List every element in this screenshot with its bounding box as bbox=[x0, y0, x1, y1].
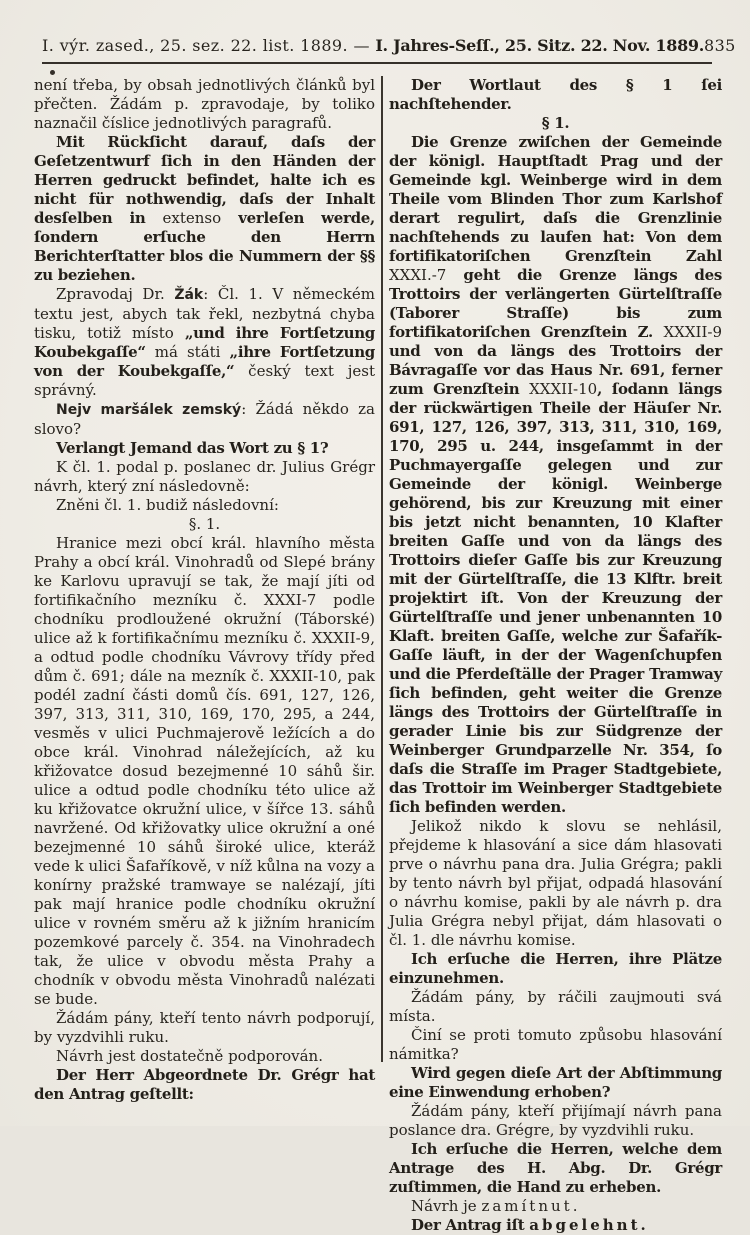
paragraph bbox=[389, 988, 722, 1026]
text-segment: , ſodann längs der rückwärtigen Theile der Häuſer Nr. 691, 127, 126, 397, 313, 311, 310, 169, 170, 295 u. 244, insgeſammt in der Puchmayergaſſe gelegen und zur Gemeinde der königl. Weinberge gehörend, bis zur Kreuzung mit einer bis jetzt nicht benannten, 10 Klafter breiten Gaſſe und von da längs des Trottoirs dieſer Gaſſe bis zur Kreuzung mit der Gürtelſtraſſe, die 13 Klftr. breit projektirt iſt. Von der Kreuzung der Gürtelſtraſſe und jener unbenannten 10 Klaft. breiten Gaſſe, welche zur Šafařík-Gaſſe läuft, in der der Wagenſchupfen und die Pferdeſtälle der Prager Tramway ſich befinden, geht weiter die Grenze längs des Trottoirs der Gürtelſtraſſe in gerader Linie bis zur Südgrenze der Weinberger Grundparzelle Nr. 354, ſo daſs die Straſſe im Prager Stadtgebiete, das Trottoir im Weinberger Stadtgebiete ſich befinden werden. bbox=[389, 380, 723, 816]
text-segment: § 1. bbox=[541, 114, 570, 132]
right-column bbox=[389, 76, 722, 1235]
text-segment: Zněni čl. 1. budiž následovní: bbox=[56, 496, 279, 514]
text-segment: „und ihre Fortſetzung Koubekgaſſe“ bbox=[34, 324, 375, 361]
paragraph bbox=[389, 1140, 722, 1197]
paragraph bbox=[389, 1216, 722, 1235]
text-segment: Jelikož nikdo k slovu se nehlásil, přejdeme k hlasování a sice dám hlasovati prve o návrhu pana dra. Julia Grégra; pakli by tento návrh byl přijat, odpadá hlasování o návrhu komise, pakli by ale návrh p. dra Julia Grégra nebyl přijat, dám hlasovati o čl. 1. dle návrhu komise. bbox=[389, 817, 722, 949]
running-title bbox=[42, 36, 704, 55]
page-header bbox=[42, 36, 736, 55]
text-segment: und von da längs des Trottoirs der Bávragaſſe vor das Haus Nr. 691, ferner zum Grenzſtein bbox=[389, 342, 722, 398]
paragraph bbox=[34, 458, 375, 496]
text-segment: XXXI.-7 bbox=[389, 266, 447, 284]
text-segment: Der Wortlaut des § 1 ſei nachſtehender. bbox=[389, 76, 722, 113]
text-segment: Ich erſuche die Herren, welche dem Antrage des H. Abg. Dr. Grégr zuſtimmen, die Hand zu erheben. bbox=[389, 1140, 722, 1196]
paragraph bbox=[389, 817, 722, 950]
text-segment: má státi bbox=[145, 343, 230, 361]
paragraph bbox=[34, 1009, 375, 1047]
text-segment: Žádám pány, kteří přijímají návrh pana poslance dra. Grégre, by vyzdvihli ruku. bbox=[389, 1102, 722, 1139]
text-segment: Der Antrag iſt bbox=[411, 1216, 530, 1234]
text-segment: XXXII-10 bbox=[529, 380, 598, 398]
text-segment: zamítnut bbox=[481, 1197, 573, 1215]
text-segment: Der Herr Abgeordnete Dr. Grégr hat den Antrag geſtellt: bbox=[34, 1066, 375, 1103]
text-segment: český text jest správný. bbox=[34, 362, 375, 399]
paragraph bbox=[34, 439, 375, 458]
paragraph bbox=[34, 400, 375, 439]
paragraph bbox=[389, 1102, 722, 1140]
header-rule bbox=[42, 62, 712, 64]
text-segment: extenso bbox=[162, 209, 222, 227]
text-segment: . bbox=[572, 1197, 578, 1215]
paragraph bbox=[34, 133, 375, 285]
column-divider bbox=[381, 76, 383, 1062]
paragraph bbox=[389, 1197, 722, 1216]
text-segment: Hranice mezi obcí král. hlavního města Prahy a obcí král. Vinohradů od Slepé brány ke Karlovu upravují se tak, že mají jíti od fortifikačního mezníku č. XXXI-7 podle chodníku prodloužené okružní (Táborské) ulice až k fortifikačnímu mezníku č. XXXII-9, a odtud podle chodníku Vávrovy třídy před dům č. 691; dále na mezník č. XXXII-10, pak podél zadní části domů čís. 691, 127, 126, 397, 313, 311, 310, 169, 170, 295, a 244, vesměs v ulici Puchmajerově ležících a do obce král. Vinohrad náležejících, až ku křižovatce dosud bezejmenné 10 sáhů šir. ulice a odtud podle chodníku této ulice až ku křižovatce okružní ulice, v šířce 13. sáhů navržené. Od křižovatky ulice okružní a oné bezejmenné 10 sáhů široké ulice, kteráž vede k ulici Šafaříkově, v níž kůlna na vozy a konírny pražské tramwaye se nalézají, jíti pak mají hranice podle chodníku okružní ulice v rovném směru až k jižním hranicím pozemkové parcely č. 354. na Vinohradech tak, že ulice v obvodu města Prahy a chodník v obvodu města Vinohradů nalézati se bude. bbox=[34, 534, 375, 1008]
text-segment: Zpravodaj Dr. bbox=[56, 285, 175, 303]
page-number: 835 bbox=[704, 36, 736, 55]
paragraph bbox=[389, 1064, 722, 1102]
paragraph bbox=[34, 534, 375, 1009]
running-title-german: I. Jahres-Seſſ., 25. Sitz. 22. Nov. 1889. bbox=[375, 36, 705, 55]
text-segment: Činí se proti tomuto způsobu hlasování námitka? bbox=[389, 1026, 722, 1063]
text-segment: . bbox=[640, 1216, 646, 1234]
paragraph bbox=[389, 76, 722, 114]
text-segment: §. 1. bbox=[188, 515, 221, 533]
text-segment: : Čl. 1. V německém textu jest, abych tak řekl, nezbytná chyba tisku, totiž místo bbox=[34, 285, 375, 342]
text-segment: není třeba, by obsah jednotlivých článků byl přečten. Žádám p. zpravodaje, by toliko naznačil číslice jednotlivých paragrafů. bbox=[34, 76, 375, 132]
text-segment: Verlangt Jemand das Wort zu § 1? bbox=[56, 439, 329, 457]
text-segment: Wird gegen dieſe Art der Abſtimmung eine Einwendung erhoben? bbox=[389, 1064, 722, 1101]
text-segment: Žák bbox=[174, 287, 204, 303]
text-segment: abgelehnt bbox=[529, 1216, 641, 1234]
paragraph bbox=[389, 1026, 722, 1064]
text-body bbox=[34, 76, 724, 1235]
text-segment: Žádám pány, kteří tento návrh podporují, by vyzdvihli ruku. bbox=[34, 1009, 375, 1046]
text-segment: Ich erſuche die Herren, ihre Plätze einzunehmen. bbox=[389, 950, 722, 987]
printers-mark-dot bbox=[50, 70, 55, 75]
paragraph bbox=[34, 1047, 375, 1066]
text-segment: K čl. 1. podal p. poslanec dr. Julius Grégr návrh, který zní následovně: bbox=[34, 458, 375, 495]
text-segment: Návrh je bbox=[411, 1197, 482, 1215]
paragraph bbox=[34, 515, 375, 534]
paragraph bbox=[34, 496, 375, 515]
paragraph bbox=[34, 1066, 375, 1104]
paragraph bbox=[34, 285, 375, 400]
text-segment: XXXII-9 bbox=[663, 323, 722, 341]
paragraph bbox=[34, 76, 375, 133]
text-segment: Nejv maršálek zemský bbox=[56, 402, 242, 418]
text-segment: verleſen werde, ſondern erſuche den Herrn Berichterſtatter blos die Nummern der §§ zu beziehen. bbox=[34, 209, 375, 284]
paragraph bbox=[389, 950, 722, 988]
text-segment: : Žádá někdo za slovo? bbox=[34, 400, 376, 438]
left-column bbox=[34, 76, 375, 1235]
text-segment: geht die Grenze längs des Trottoirs der verlängerten Gürtelſtraſſe (Taborer Straſſe) bis zum fortifikatoriſchen Grenzſtein Z. bbox=[389, 266, 722, 341]
paragraph bbox=[389, 114, 722, 133]
text-segment: „ihre Fortſetzung von der Koubekgaſſe,“ bbox=[34, 343, 375, 380]
running-title-czech: I. výr. zased., 25. sez. 22. list. 1889. — bbox=[42, 36, 376, 55]
text-segment: Die Grenze zwiſchen der Gemeinde der königl. Hauptſtadt Prag und der Gemeinde kgl. Weinberge wird in dem Theile vom Blinden Thor zum Karlshof derart regulirt, daſs die Grenzlinie nachſtehends zu laufen hat: Von dem fortifikatoriſchen Grenzſtein Zahl bbox=[389, 133, 722, 265]
text-segment: Žádám pány, by ráčili zaujmouti svá místa. bbox=[389, 988, 722, 1025]
paragraph bbox=[389, 133, 722, 817]
text-segment: Mit Rückſicht darauf, daſs der Geſetzentwurf ſich in den Händen der Herren gedruckt befindet, halte ich es nicht für nothwendig, daſs der Inhalt desſelben in bbox=[34, 133, 375, 227]
text-segment: Návrh jest dostatečně podporován. bbox=[56, 1047, 323, 1065]
